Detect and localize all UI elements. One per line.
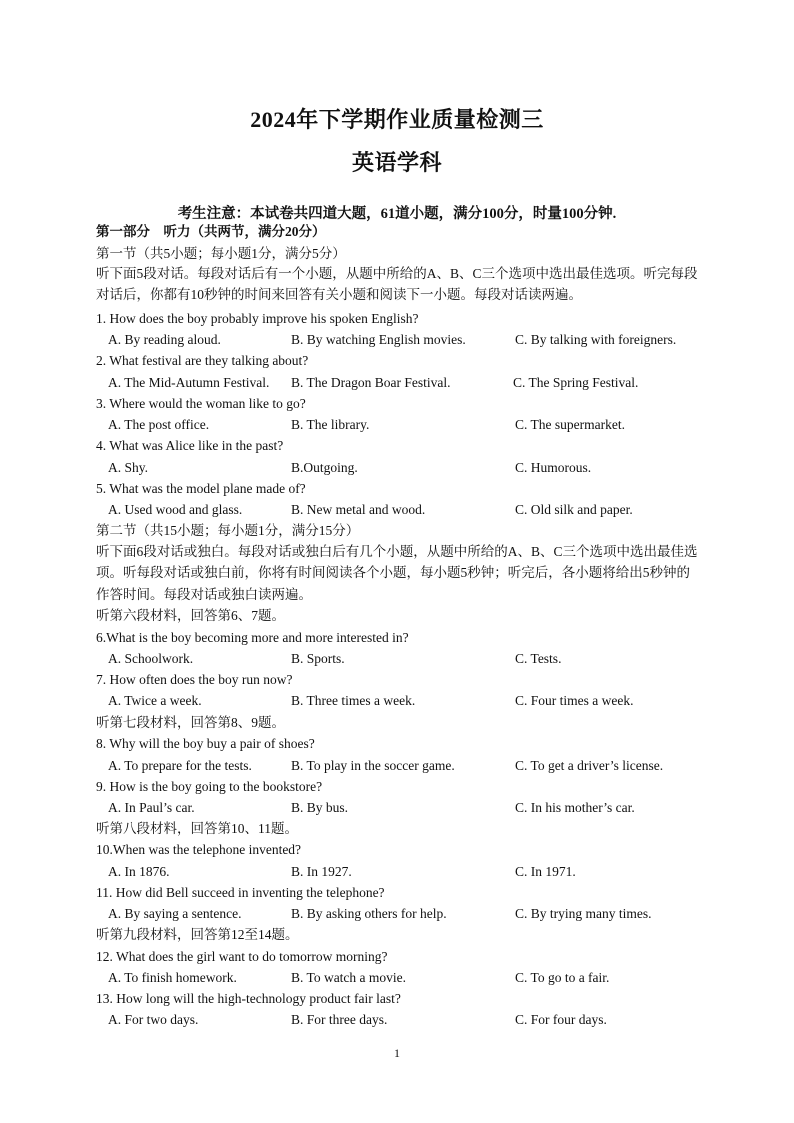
exam-notice: 考生注意：本试卷共四道大题，61道小题，满分100分，时量100分钟.: [177, 206, 617, 222]
question-stem: 11. How did Bell succeed in inventing the telephone?: [96, 885, 385, 900]
answer-options: [0, 799, 794, 817]
option-b: B. To play in the soccer game.: [291, 758, 455, 773]
question-stem: 3. Where would the woman like to go?: [96, 396, 306, 411]
option-b: B. Sports.: [291, 651, 345, 666]
option-c: C. Four times a week.: [515, 693, 634, 708]
question-stem: 5. What was the model plane made of?: [96, 481, 306, 496]
question-stem: 2. What festival are they talking about?: [96, 353, 309, 368]
question-stem: 7. How often does the boy run now?: [96, 672, 293, 687]
question-stem: 13. How long will the high-technology product fair last?: [96, 991, 401, 1006]
option-b: B. For three days.: [291, 1012, 388, 1027]
question-stem: 9. How is the boy going to the bookstore?: [96, 779, 323, 794]
option-c: C. The Spring Festival.: [513, 375, 639, 390]
section-heading: 第一节（共5小题；每小题1分，满分5分）: [96, 246, 346, 261]
answer-options: [0, 692, 794, 710]
answer-options: [0, 331, 794, 349]
option-c: C. To get a driver’s license.: [515, 758, 664, 773]
option-b: B. By bus.: [291, 800, 349, 815]
option-c: C. By trying many times.: [515, 906, 652, 921]
page-title: 2024年下学期作业质量检测三: [250, 107, 544, 132]
section-instructions: 听下面6段对话或独白。每段对话或独白后有几个小题，从题中所给的A、B、C三个选项中选出最佳选项。听每段对话或独白前，你将有时间阅读各个小题，每小题5秒钟；听完后，各小题将给出5秒钟的作答时间。每段对话或独白读两遍。: [96, 544, 698, 602]
option-c: C. For four days.: [515, 1012, 607, 1027]
option-b: B.Outgoing.: [291, 460, 358, 475]
option-b: B. By watching English movies.: [291, 332, 466, 347]
option-a: A. To prepare for the tests.: [108, 758, 252, 773]
material-note: 听第九段材料，回答第12至14题。: [96, 927, 299, 942]
answer-options: [0, 757, 794, 775]
answer-options: [0, 416, 794, 434]
option-a: A. In 1876.: [108, 864, 170, 879]
option-a: A. To finish homework.: [108, 970, 237, 985]
option-c: C. Tests.: [515, 651, 562, 666]
option-a: A. Shy.: [108, 460, 149, 475]
answer-options: [0, 863, 794, 881]
answer-options: [0, 1011, 794, 1029]
option-a: A. The post office.: [108, 417, 210, 432]
option-b: B. To watch a movie.: [291, 970, 407, 985]
option-b: B. The Dragon Boar Festival.: [291, 375, 451, 390]
option-b: B. In 1927.: [291, 864, 352, 879]
section-instructions: 听下面5段对话。每段对话后有一个小题，从题中所给的A、B、C三个选项中选出最佳选项。听完每段对话后，你都有10秒钟的时间来回答有关小题和阅读下一小题。每段对话读两遍。: [96, 266, 698, 303]
option-b: B. Three times a week.: [291, 693, 416, 708]
option-a: A. In Paul’s car.: [108, 800, 195, 815]
option-c: C. In his mother’s car.: [515, 800, 635, 815]
question-stem: 12. What does the girl want to do tomorrow morning?: [96, 949, 388, 964]
material-note: 听第七段材料，回答第8、9题。: [96, 715, 285, 730]
answer-options: [0, 969, 794, 987]
option-a: A. Twice a week.: [108, 693, 202, 708]
option-c: C. By talking with foreigners.: [515, 332, 677, 347]
option-b: B. The library.: [291, 417, 370, 432]
answer-options: [0, 459, 794, 477]
answer-options: [0, 501, 794, 519]
page-subtitle: 英语学科: [351, 150, 442, 175]
question-stem: 8. Why will the boy buy a pair of shoes?: [96, 736, 315, 751]
question-stem: 6.What is the boy becoming more and more interested in?: [96, 630, 409, 645]
option-c: C. Old silk and paper.: [515, 502, 633, 517]
option-a: A. Used wood and glass.: [108, 502, 243, 517]
page-number: 1: [394, 1046, 400, 1060]
section-heading: 第二节（共15小题；每小题1分，满分15分）: [96, 523, 360, 538]
material-note: 听第六段材料，回答第6、7题。: [96, 608, 285, 623]
option-c: C. To go to a fair.: [515, 970, 610, 985]
answer-options: [0, 650, 794, 668]
option-a: A. For two days.: [108, 1012, 199, 1027]
option-a: A. By saying a sentence.: [108, 906, 242, 921]
answer-options: [0, 905, 794, 923]
option-a: A. The Mid-Autumn Festival.: [108, 375, 270, 390]
question-stem: 4. What was Alice like in the past?: [96, 438, 284, 453]
question-stem: 10.When was the telephone invented?: [96, 842, 302, 857]
part-heading: 第一部分 听力（共两节，满分20分）: [96, 224, 326, 239]
option-a: A. By reading aloud.: [108, 332, 221, 347]
question-stem: 1. How does the boy probably improve his spoken English?: [96, 311, 419, 326]
option-b: B. New metal and wood.: [291, 502, 426, 517]
answer-options: [0, 374, 794, 392]
option-a: A. Schoolwork.: [108, 651, 194, 666]
option-c: C. In 1971.: [515, 864, 576, 879]
option-c: C. The supermarket.: [515, 417, 625, 432]
option-b: B. By asking others for help.: [291, 906, 447, 921]
option-c: C. Humorous.: [515, 460, 592, 475]
material-note: 听第八段材料，回答第10、11题。: [96, 821, 298, 836]
